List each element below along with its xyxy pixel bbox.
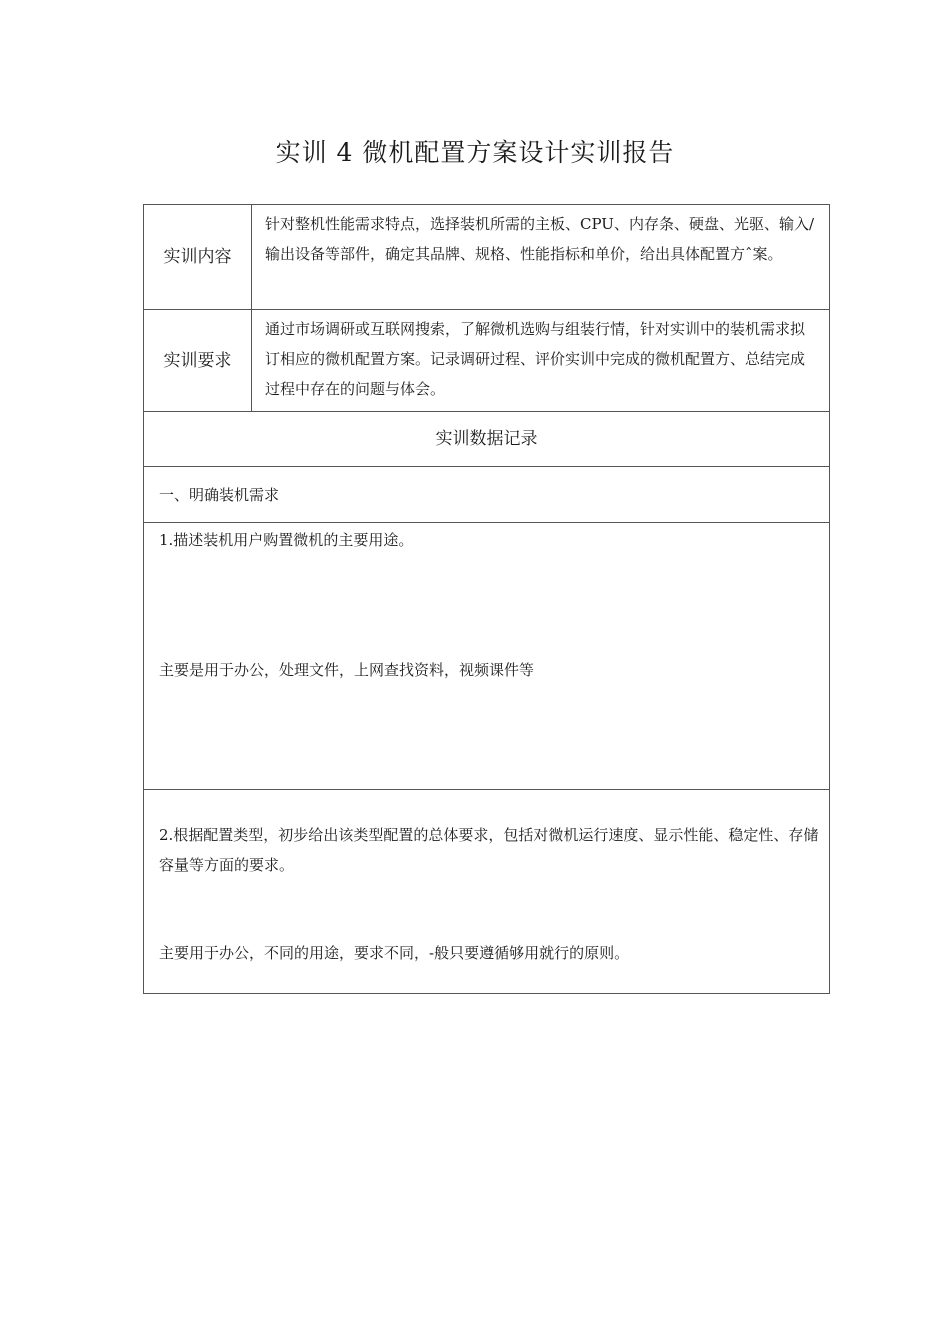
question2-answer: 主要用于办公，不同的用途，要求不同，-般只要遵循够用就行的原则。 (159, 944, 630, 962)
training-requirement-text: 通过市场调研或互联网搜索，了解微机选购与组装行情，针对实训中的装机需求拟订相应的微机配置方案。记录调研过程、评价实训中完成的微机配置方、总结完成过程中存在的问题与体会。 (252, 310, 830, 412)
data-record-row (144, 412, 830, 467)
question2-cell (144, 790, 830, 994)
question2-prompt: 2.根据配置类型，初步给出该类型配置的总体要求，包括对微机运行速度、显示性能、稳定性、存储容量等方面的要求。 (159, 826, 819, 874)
training-requirement-row (144, 310, 830, 412)
training-content-row (144, 205, 830, 310)
question2-row (144, 790, 830, 994)
training-content-label: 实训内容 (144, 205, 252, 310)
part1-title: 一、明确装机需求 (144, 467, 830, 523)
question1-answer: 主要是用于办公，处理文件，上网查找资料，视频课件等 (159, 661, 535, 679)
question1-row (144, 523, 830, 790)
part1-row (144, 467, 830, 523)
data-record-header: 实训数据记录 (144, 412, 830, 467)
question1-cell (144, 523, 830, 790)
training-requirement-label: 实训要求 (144, 310, 252, 412)
training-content-text: 针对整机性能需求特点，选择装机所需的主板、CPU、内存条、硬盘、光驱、输入/输出设备等部件，确定其品牌、规格、性能指标和单价，给出具体配置方ˆ案。 (252, 205, 830, 310)
report-table (143, 204, 830, 994)
page-title: 实训 4 微机配置方案设计实训报告 (275, 138, 675, 167)
question1-prompt: 1.描述装机用户购置微机的主要用途。 (159, 531, 414, 549)
